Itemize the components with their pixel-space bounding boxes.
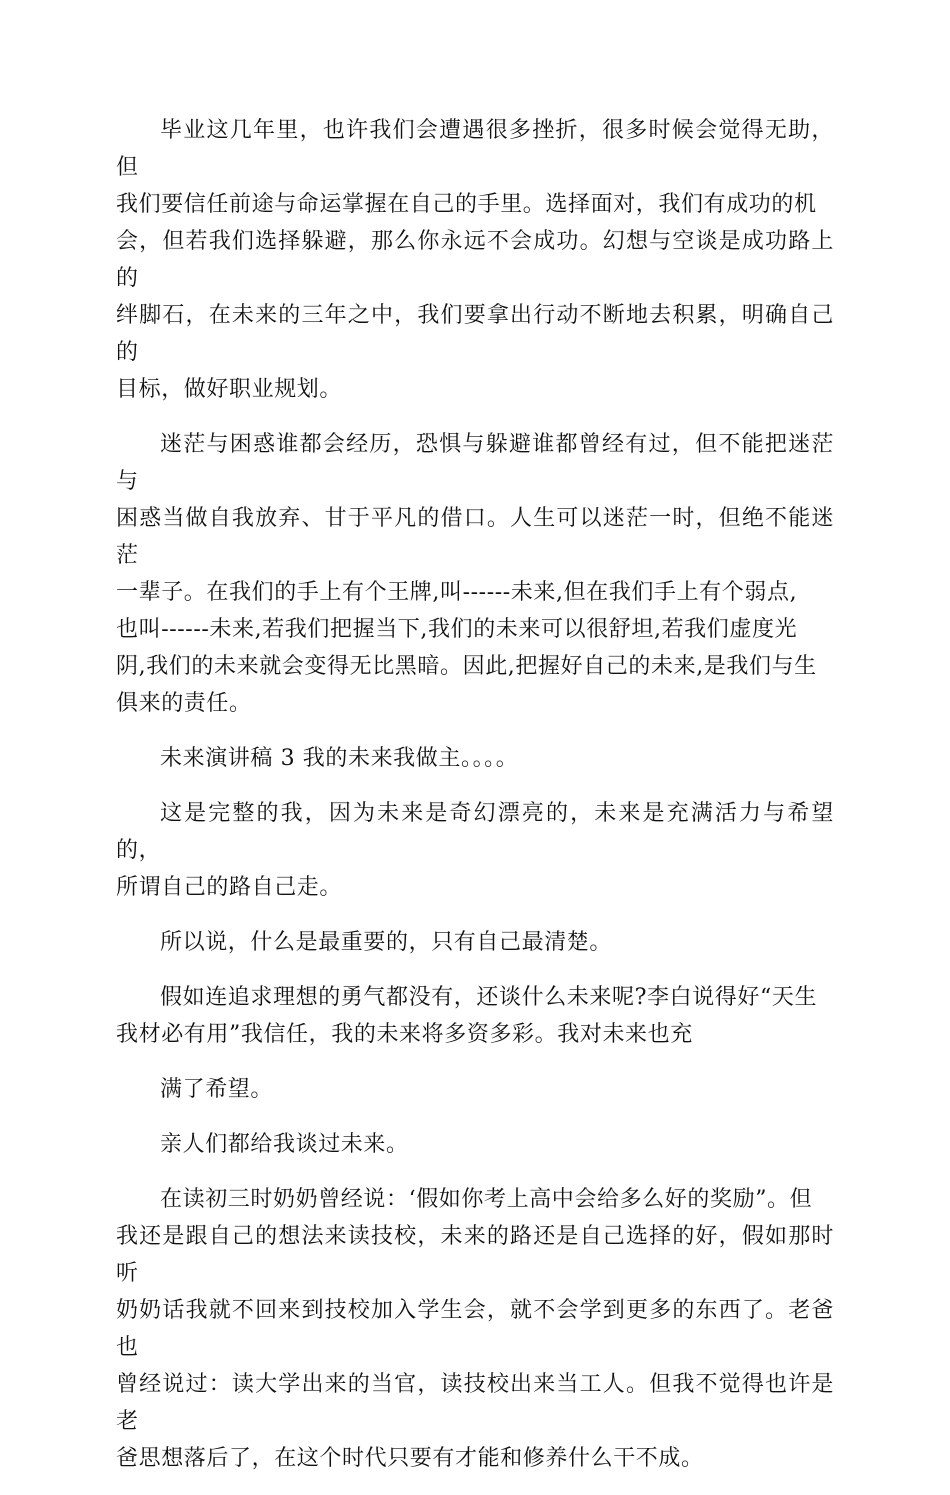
paragraph-3 <box>116 740 834 777</box>
paragraph-5 <box>116 924 834 961</box>
paragraph-7 <box>116 1071 834 1108</box>
text-line: 毕业这几年里，也许我们会遭遇很多挫折，很多时候会觉得无助，但 <box>116 118 834 180</box>
text-line: 曾经说过：读大学出来的当官，读技校出来当工人。但我不觉得也许是老 <box>116 1372 834 1434</box>
text-line: 一辈子。在我们的手上有个王牌,叫------未来,但在我们手上有个弱点, <box>116 580 798 605</box>
text-line: 我们要信任前途与命运掌握在自己的手里。选择面对，我们有成功的机 <box>116 192 817 217</box>
text-line: 也叫------未来,若我们把握当下,我们的未来可以很舒坦,若我们虚度光 <box>116 617 798 642</box>
text-line: 在读初三时奶奶曾经说：‘假如你考上高中会给多么好的奖励”。但 <box>160 1187 813 1212</box>
paragraph-2 <box>116 426 834 722</box>
text-line: 亲人们都给我谈过未来。 <box>160 1132 409 1157</box>
text-line: 爸思想落后了，在这个时代只要有才能和修养什么干不成。 <box>116 1446 704 1471</box>
text-line: 这是完整的我，因为未来是奇幻漂亮的，未来是充满活力与希望的， <box>116 801 834 863</box>
text-line: 所以说，什么是最重要的，只有自己最清楚。 <box>160 930 613 955</box>
text-line: 奶奶话我就不回来到技校加入学生会，就不会学到更多的东西了。老爸也 <box>116 1298 834 1360</box>
paragraph-9 <box>116 1181 834 1477</box>
text-line: 未来演讲稿 3 我的未来我做主。。。。 <box>160 746 519 771</box>
text-line: 我材必有用”我信任，我的未来将多资多彩。我对未来也充 <box>116 1022 693 1047</box>
text-line: 阴,我们的未来就会变得无比黑暗。因此,把握好自己的未来,是我们与生 <box>116 654 817 679</box>
text-line: 满了希望。 <box>160 1077 274 1102</box>
text-line: 会，但若我们选择躲避，那么你永远不会成功。幻想与空谈是成功路上的 <box>116 229 834 291</box>
text-line: 绊脚石，在未来的三年之中，我们要拿出行动不断地去积累，明确自己的 <box>116 303 834 365</box>
text-line: 困惑当做自我放弃、甘于平凡的借口。人生可以迷茫一时，但绝不能迷茫 <box>116 506 834 568</box>
paragraph-6 <box>116 979 834 1053</box>
document-body <box>116 112 834 1495</box>
paragraph-4 <box>116 795 834 906</box>
text-line: 俱来的责任。 <box>116 691 252 716</box>
paragraph-1 <box>116 112 834 408</box>
text-line: 所谓自己的路自己走。 <box>116 875 343 900</box>
text-line: 迷茫与困惑谁都会经历，恐惧与躲避谁都曾经有过，但不能把迷茫与 <box>116 432 834 494</box>
text-line: 目标，做好职业规划。 <box>116 377 343 402</box>
text-line: 假如连追求理想的勇气都没有，还谈什么未来呢?李白说得好“天生 <box>160 985 818 1010</box>
text-line: 我还是跟自己的想法来读技校，未来的路还是自己选择的好，假如那时听 <box>116 1224 834 1286</box>
paragraph-8 <box>116 1126 834 1163</box>
